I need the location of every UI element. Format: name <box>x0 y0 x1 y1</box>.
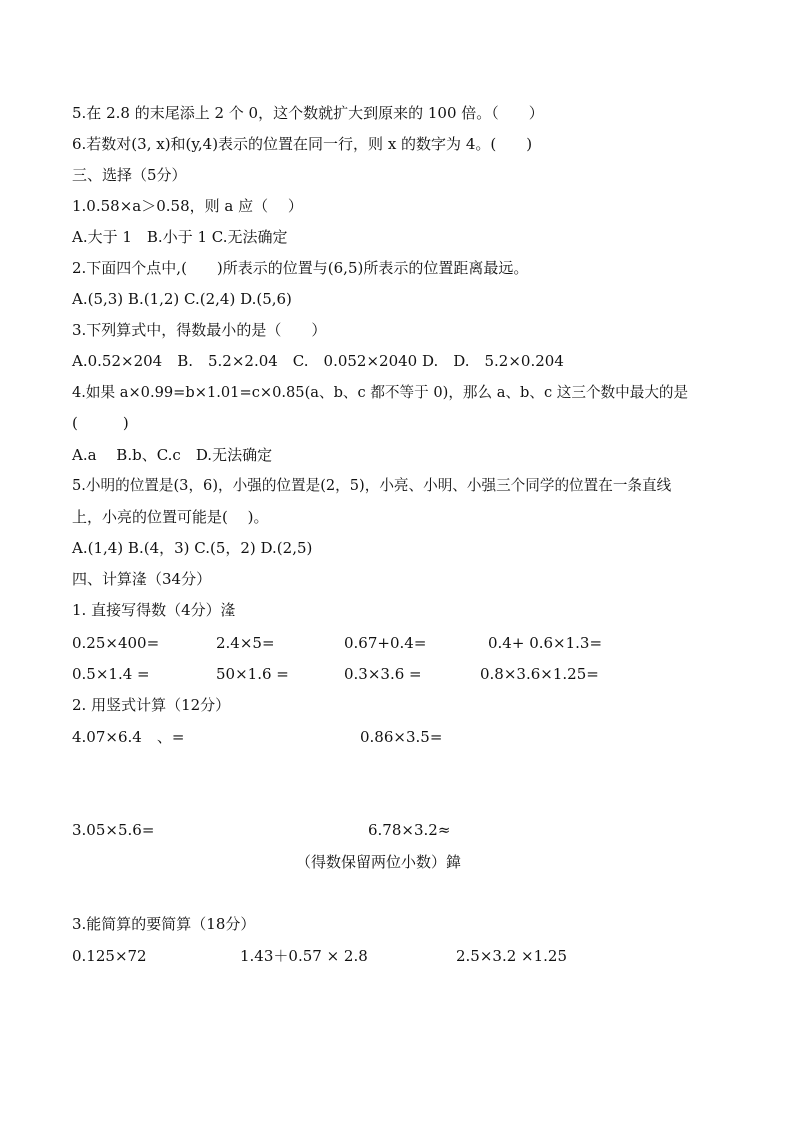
choice-1-options: A.大于 1 B.小于 1 C.无法确定 <box>72 228 288 246</box>
part-1-title: 1. 直接写得数（4分）湰 <box>72 601 236 619</box>
section-4-title: 四、计算湰（34分） <box>72 570 212 588</box>
vertical-calc-item: 0.86×3.5= <box>360 728 443 746</box>
calc-item: 2.4×5= <box>216 634 275 652</box>
vertical-calc-item: 6.78×3.2≈ <box>368 821 451 839</box>
calc-item: 0.4+ 0.6×1.3= <box>488 634 603 652</box>
choice-3-options: A.0.52×204 B. 5.2×2.04 C. 0.052×2040 D. D. 5.2×0.204 <box>72 352 564 370</box>
choice-2-options: A.(5,3) B.(1,2) C.(2,4) D.(5,6) <box>72 290 292 308</box>
vertical-calc-item: 4.07×6.4 、= <box>72 728 185 746</box>
simplify-item: 1.43＋0.57 × 2.8 <box>240 947 368 965</box>
rounding-note: （得数保留两位小数）鍏 <box>296 853 462 871</box>
judge-6: 6.若数对(3, x)和(y,4)表示的位置在同一行，则 x 的数字为 4。( ) <box>72 135 533 153</box>
calc-item: 0.3×3.6 = <box>344 665 422 683</box>
choice-5-cont: 上，小亮的位置可能是( )。 <box>72 508 269 526</box>
choice-4-cont: ( ) <box>72 414 129 432</box>
simplify-item: 0.125×72 <box>72 947 147 965</box>
calc-item: 0.25×400= <box>72 634 160 652</box>
vertical-calc-item: 3.05×5.6= <box>72 821 155 839</box>
choice-4: 4.如果 a×0.99=b×1.01=c×0.85(a、b、c 都不等于 0)，那么 a、b、c 这三个数中最大的是 <box>72 384 689 401</box>
judge-5: 5.在 2.8 的末尾添上 2 个 0，这个数就扩大到原来的 100 倍。（ ） <box>72 104 544 122</box>
choice-5-options: A.(1,4) B.(4，3) C.(5，2) D.(2,5) <box>72 539 313 557</box>
calc-item: 0.5×1.4 = <box>72 665 150 683</box>
section-3-title: 三、选择（5分） <box>72 166 187 184</box>
calc-item: 0.8×3.6×1.25= <box>480 665 599 683</box>
simplify-item: 2.5×3.2 ×1.25 <box>456 947 568 965</box>
choice-4-options: A.a B.b、C.c D.无法确定 <box>72 446 273 464</box>
choice-5: 5.小明的位置是(3，6)，小强的位置是(2，5)，小亮、小明、小强三个同学的位置在一条直线 <box>72 477 672 494</box>
choice-3: 3.下列算式中，得数最小的是（ ） <box>72 321 327 339</box>
calc-item: 0.67+0.4= <box>344 634 427 652</box>
part-2-title: 2. 用竖式计算（12分） <box>72 696 231 714</box>
choice-2: 2.下面四个点中,( )所表示的位置与(6,5)所表示的位置距离最远。 <box>72 259 529 277</box>
calc-item: 50×1.6 = <box>216 665 289 683</box>
choice-1: 1.0.58×a＞0.58，则 a 应（ ） <box>72 197 303 215</box>
part-3-title: 3.能简算的要简算（18分） <box>72 915 256 933</box>
